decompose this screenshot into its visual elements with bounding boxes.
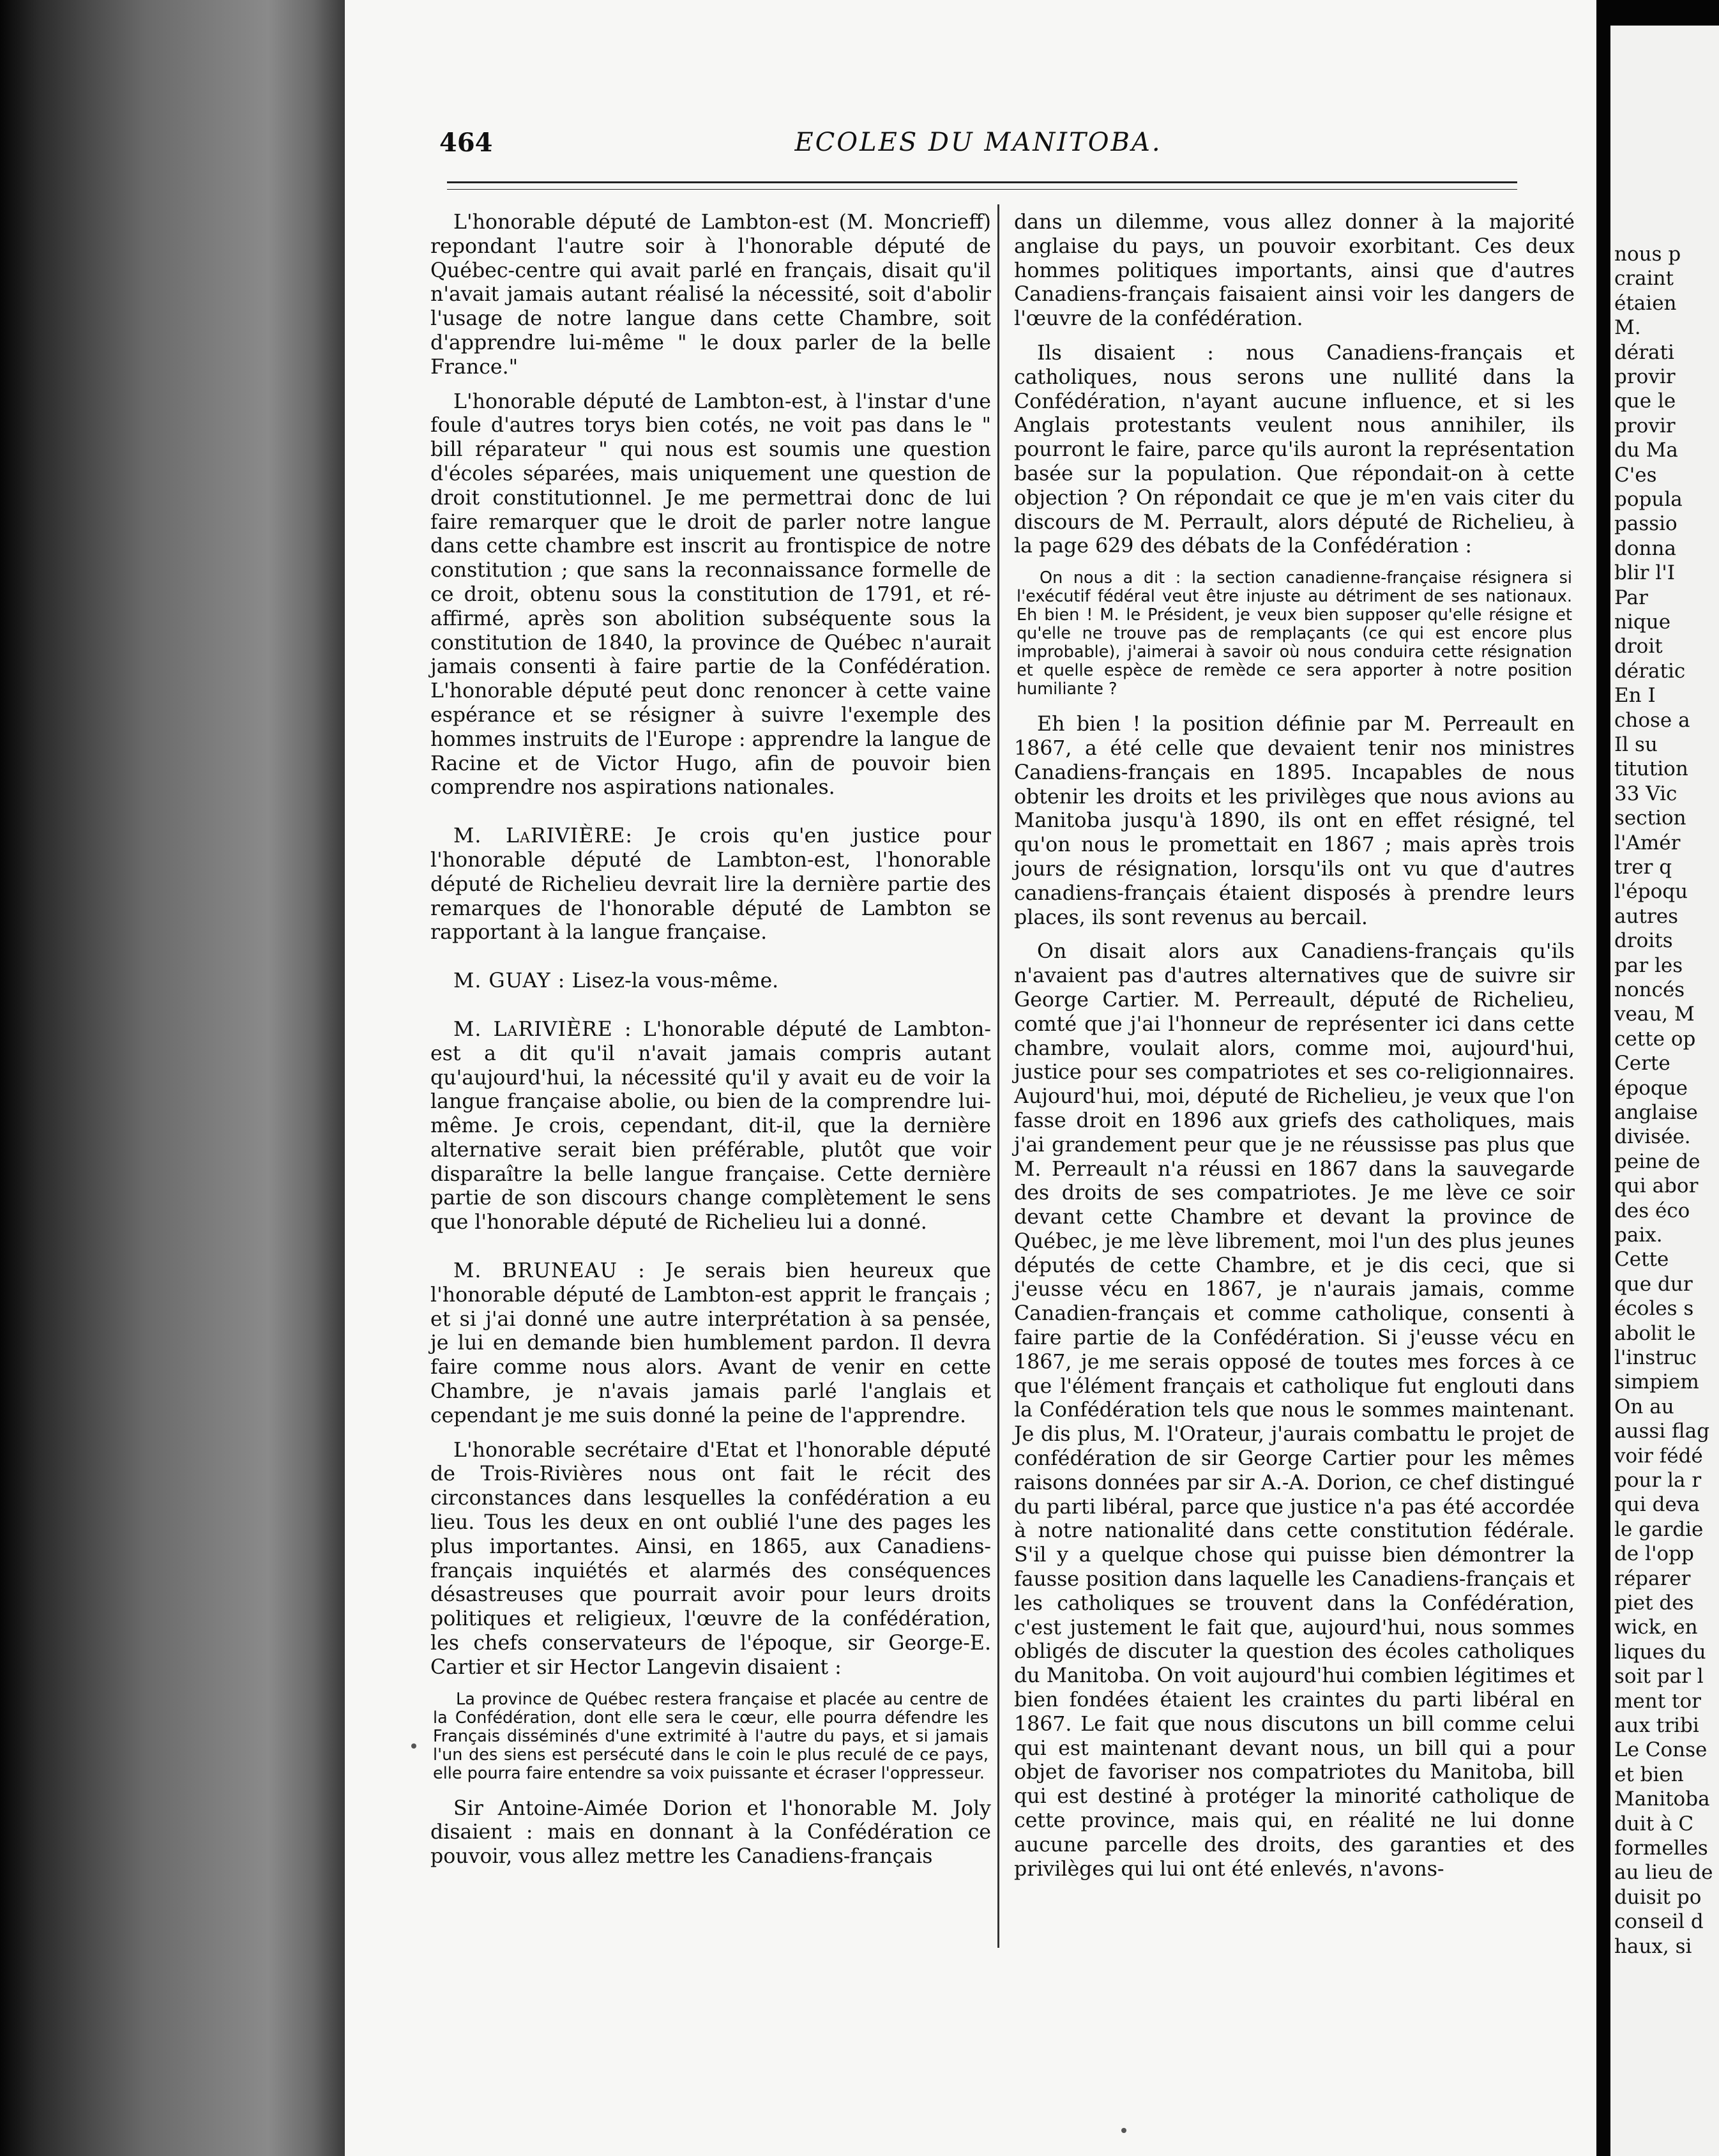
speech-text: Lisez-la vous-même.	[572, 969, 779, 993]
page-header	[439, 128, 1517, 166]
adjacent-text-fragment: chose a	[1614, 708, 1690, 732]
adjacent-text-fragment: paix.	[1614, 1224, 1663, 1247]
adjacent-text-fragment: époque	[1614, 1076, 1688, 1100]
adjacent-text-fragment: et bien	[1614, 1763, 1684, 1786]
speck	[411, 1743, 416, 1749]
adjacent-text-fragment: qui abor	[1614, 1174, 1699, 1198]
adjacent-text-fragment: Par	[1614, 586, 1648, 609]
adjacent-text-fragment: pour la r	[1614, 1469, 1702, 1492]
quote-text: La province de Québec restera française et placée au centre de la Confédération, dont elle sera le cœur, elle pourra défendre les Français disséminés d'une extrimité à l'autre du pays, et si jamais l'un des siens est persécuté dans le coin le plus reculé de ce pays, elle pourra faire entendre sa voix puissante et écraser l'oppresseur.	[433, 1689, 988, 1783]
adjacent-page-edge	[1596, 0, 1719, 2156]
adjacent-text-fragment: écoles s	[1614, 1297, 1694, 1321]
adjacent-text-fragment: piet des	[1614, 1591, 1694, 1614]
adjacent-text-fragment: On au	[1614, 1395, 1674, 1418]
adjacent-text-fragment: 33 Vic	[1614, 782, 1677, 805]
speech	[430, 824, 991, 945]
book-spine-shadow	[0, 0, 345, 2156]
speech-text: Je serais bien heureux que l'honorable député de Lambton-est apprit le français ; et si j'ai donné une autre interprétation à sa pensée, je lui en demande bien humblement pardon. Il devra faire comme nous alors. Avant de venir en cette Chambre, je n'avais jamais parlé l'anglais et cependant je me suis donné la peine de l'apprendre.	[430, 1259, 991, 1427]
page-number: 464	[439, 128, 493, 158]
right-column	[1014, 211, 1575, 1892]
adjacent-text-fragment: duit à C	[1614, 1812, 1694, 1835]
adjacent-text-fragment: droit	[1614, 635, 1663, 658]
speaker-name: M. GUAY :	[453, 969, 566, 993]
adjacent-text-fragment: Le Conse	[1614, 1738, 1708, 1762]
adjacent-text-fragment: autres	[1614, 904, 1678, 928]
paragraph: L'honorable député de Lambton-est, à l'instar d'une foule d'autres torys bien cotés, ne voit pas dans le " bill réparateur " qui nous est soumis une question d'écoles séparées, mais uniquement une question de droit constitutionnel. Je me permettrai donc de lui faire remarquer que le droit de parler notre langue dans cette chambre est inscrit au frontispice de notre constitution ; que sans la reconnaissance formelle de ce droit, obtenu sous la constitution de 1791, et ré-affirmé, après son abolition subséquente sous la constitution de 1840, la province de Québec n'aurait jamais consenti à faire partie de la Confédération. L'honorable député peut donc renoncer à cette vaine espérance et se résigner à suivre l'exemple des hommes instruits de l'Europe : apprendre la langue de Racine et de Victor Hugo, afin de pouvoir bien comprendre nos aspirations nationales.	[430, 390, 991, 800]
adjacent-text-fragment: aux tribi	[1614, 1714, 1699, 1737]
adjacent-text-fragment: donna	[1614, 536, 1676, 560]
adjacent-text-fragment: l'instruc	[1614, 1346, 1697, 1369]
adjacent-text-fragment: aussi flag	[1614, 1420, 1710, 1443]
adjacent-text-fragment: des éco	[1614, 1199, 1690, 1222]
adjacent-text-fragment: soit par l	[1614, 1665, 1704, 1689]
adjacent-text-fragment: le gardie	[1614, 1517, 1704, 1541]
block-quote	[1014, 569, 1575, 699]
header-rule-bottom	[447, 189, 1517, 190]
paragraph: On disait alors aux Canadiens-français qu'ils n'avaient pas d'autres alternatives que de suivre sir George Cartier. M. Perreault, député de Richelieu, comté que j'ai l'honneur de représenter ici dans cette chambre, voulait alors, comme moi, aujourd'hui, justice pour ses compatriotes et ses co-religionnaires. Aujourd'hui, moi, député de Richelieu, je veux que l'on fasse droit en 1896 aux griefs des catholiques, mais j'ai grandement peur que je ne réussisse pas plus que M. Perreault n'a réussi en 1867 dans la sauvegarde des droits de ses compatriotes. Je me lève ce soir devant cette Chambre et devant la province de Québec, je me lève librement, moi l'un des plus jeunes députés de cette Chambre, et je dis ceci, que si j'eusse vécu en 1867, je n'aurais jamais, comme Canadien-français et comme catholique, consenti à faire partie de la Confédération. Si j'eusse vécu en 1867, je me serais opposé de toutes mes forces à ce que l'élément français et catholique fut englouti dans la Confédération tels que nous le sommes maintenant. Je dis plus, M. l'Orateur, j'aurais combattu le projet de confédération de sir George Cartier pour les mêmes raisons données par sir A.-A. Dorion, ce chef distingué du parti libéral, parce que justice n'a pas été accordée à notre nationalité dans cette constitution fédérale. S'il y a quelque chose qui puisse bien démontrer la fausse position dans laquelle les Canadiens-français et les catholiques se trouvent dans la Confédération, c'est justement le fait que, aujourd'hui, nous sommes obligés de discuter la question des écoles catholiques du Manitoba. On voit aujourd'hui combien légitimes et bien fondées étaient les craintes du parti libéral en 1867. Le fait que nous discutons un bill comme celui qui est maintenant devant nous, un bill qui a pour objet de favoriser nos compatriotes du Manitoba, bill qui est destiné à protéger la minorité catholique de cette province, mais qui, en réalité ne lui donne aucune parcelle des droits, des garanties et des privilèges qui lui ont été enlevés, n'avons-	[1014, 940, 1575, 1881]
paragraph-continued: dans un dilemme, vous allez donner à la majorité anglaise du pays, un pouvoir exorbitant. Ces deux hommes politiques importants, ainsi que d'autres Canadiens-français faisaient ainsi voir les dangers de l'œuvre de la confédération.	[1014, 211, 1575, 331]
speck	[1121, 2128, 1126, 2133]
adjacent-text-fragment: réparer	[1614, 1567, 1691, 1590]
adjacent-text-fragment: haux, si	[1614, 1934, 1692, 1958]
paragraph: L'honorable député de Lambton-est (M. Moncrieff) repondant l'autre soir à l'honorable député de Québec-centre qui avait parlé en français, disait qu'il n'avait jamais autant réalisé la nécessité, soit d'abolir l'usage de notre langue dans cette Chambre, soit d'apprendre lui-même " le doux parler de la belle France."	[430, 211, 991, 379]
adjacent-text-fragment: formelles	[1614, 1837, 1708, 1860]
adjacent-text-fragment: dérati	[1614, 340, 1674, 364]
adjacent-text-fragment: passio	[1614, 512, 1677, 536]
adjacent-text-fragment: nique	[1614, 611, 1671, 634]
paragraph: Sir Antoine-Aimée Dorion et l'honorable M. Joly disaient : mais en donnant à la Confédération ce pouvoir, vous allez mettre les Canadiens-français	[430, 1796, 991, 1869]
speech-text: Je crois qu'en justice pour l'honorable député de Lambton-est, l'honorable député de Richelieu devrait lire la dernière partie des remarques de l'honorable député de Lambton se rapportant à la langue française.	[430, 824, 991, 945]
adjacent-text-fragment: droits	[1614, 929, 1673, 953]
block-quote	[430, 1690, 991, 1783]
adjacent-text-fragment: wick, en	[1614, 1616, 1698, 1639]
adjacent-text-fragment: peine de	[1614, 1150, 1700, 1173]
speaker-name: M. BRUNEAU :	[453, 1259, 646, 1283]
adjacent-text-fragment: par les	[1614, 953, 1683, 977]
adjacent-text-fragment: voir fédé	[1614, 1444, 1703, 1468]
adjacent-text-fragment: C'es	[1614, 463, 1657, 487]
adjacent-text-fragment: Cette	[1614, 1248, 1669, 1272]
paragraph: Eh bien ! la position définie par M. Perreault en 1867, a été celle que devaient tenir nos ministres Canadiens-français en 1895. Incapables de nous obtenir les droits et les privilèges que nous avions au Manitoba jusqu'à 1890, ils ont en effet résigné, tel qu'on nous le promettait en 1867 ; mais après trois jours de résignation, lorsqu'ils ont vu que d'autres canadiens-français étaient disposés à prendre leurs places, ils sont revenus au bercail.	[1014, 713, 1575, 929]
adjacent-text-fragment: M.	[1614, 316, 1641, 340]
adjacent-text-fragment: provir	[1614, 365, 1676, 388]
speaker-name: M. LaRIVIÈRE:	[453, 824, 633, 848]
adjacent-text-fragment: au lieu de	[1614, 1861, 1713, 1885]
paragraph: L'honorable secrétaire d'Etat et l'honorable député de Trois-Rivières nous ont fait le récit des circonstances dans lesquelles la confédération a eu lieu. Tous les deux en ont oublié l'une des pages les plus importantes. Ainsi, en 1865, aux Canadiens-français inquiétés et alarmés des conséquences désastreuses que pourrait avoir pour leurs droits politiques et religieux, l'œuvre de la confédération, les chefs conservateurs de l'époque, sir George-E. Cartier et sir Hector Langevin disaient :	[430, 1438, 991, 1679]
adjacent-text-fragment: du Ma	[1614, 439, 1678, 462]
adjacent-text-fragment: conseil d	[1614, 1910, 1704, 1934]
adjacent-text-fragment: de l'opp	[1614, 1542, 1694, 1566]
book-page	[345, 0, 1596, 2156]
adjacent-text-fragment: trer q	[1614, 856, 1672, 879]
paragraph: Ils disaient : nous Canadiens-français et catholiques, nous serons une nullité dans la Confédération, n'ayant aucune influence, et si les Anglais protestants veulent nous annihiler, ils pourront le faire, parce qu'ils auront la représentation basée sur la population. Que répondait-on à cette objection ? On répondait ce que je m'en vais citer du discours de M. Perrault, alors député de Richelieu, à la page 629 des débats de la Confédération :	[1014, 341, 1575, 558]
adjacent-text-fragment: popula	[1614, 488, 1683, 511]
adjacent-text-fragment: liques du	[1614, 1640, 1706, 1664]
adjacent-text-fragment: section	[1614, 807, 1686, 830]
adjacent-text-fragment: étaien	[1614, 291, 1677, 315]
adjacent-text-fragment: craint	[1614, 267, 1674, 291]
adjacent-text-fragment: En I	[1614, 684, 1656, 708]
adjacent-text-fragment: duisit po	[1614, 1885, 1702, 1909]
adjacent-page-text	[1610, 26, 1719, 2156]
speech	[430, 969, 991, 994]
adjacent-text-fragment: noncés	[1614, 978, 1685, 1001]
left-column	[430, 211, 991, 1879]
adjacent-text-fragment: blir l'I	[1614, 561, 1676, 585]
adjacent-text-fragment: abolit le	[1614, 1321, 1696, 1345]
speech	[430, 1018, 991, 1235]
adjacent-text-fragment: l'Amér	[1614, 831, 1681, 854]
adjacent-text-fragment: veau, M	[1614, 1003, 1695, 1026]
column-divider	[997, 204, 999, 1948]
header-rule-top	[447, 181, 1517, 183]
adjacent-text-fragment: Certe	[1614, 1052, 1670, 1075]
running-head: ECOLES DU MANITOBA.	[794, 128, 1162, 157]
adjacent-text-fragment: anglaise	[1614, 1101, 1698, 1124]
speech	[430, 1259, 991, 1429]
adjacent-text-fragment: dératic	[1614, 659, 1686, 683]
adjacent-text-fragment: nous p	[1614, 243, 1681, 266]
adjacent-text-fragment: simpiem	[1614, 1370, 1699, 1394]
adjacent-text-fragment: divisée.	[1614, 1125, 1691, 1149]
speech-text: L'honorable député de Lambton-est a dit qu'il n'avait jamais compris autant qu'aujourd'hui, la nécessité qu'il y avait eu de voir la langue française abolie, ou bien de la comprendre lui-même. Je crois, cependant, dit-il, que la dernière alternative serait bien préférable, plutôt que voir disparaître la belle langue française. Cette dernière partie de son discours change complètement le sens que l'honorable député de Richelieu lui a donné.	[430, 1017, 992, 1234]
adjacent-text-fragment: titution	[1614, 757, 1688, 781]
adjacent-text-fragment: provir	[1614, 414, 1676, 437]
adjacent-text-fragment: que le	[1614, 390, 1676, 413]
adjacent-text-fragment: que dur	[1614, 1272, 1693, 1296]
adjacent-text-fragment: Il su	[1614, 733, 1658, 756]
quote-text: On nous a dit : la section canadienne-française résignera si l'exécutif fédéral veut être injuste au détriment de ses nationaux. Eh bien ! M. le Président, je veux bien supposer qu'elle résigne et qu'elle ne trouve pas de remplaçants (ce qui est encore plus improbable), j'aimerai à savoir où nous conduira cette résignation et quelle espèce de remède ce sera apporter à notre position humiliante ?	[1017, 568, 1572, 699]
adjacent-text-fragment: l'époqu	[1614, 880, 1688, 904]
speaker-name: M. LaRIVIÈRE :	[453, 1017, 632, 1041]
adjacent-text-fragment: ment tor	[1614, 1689, 1701, 1713]
adjacent-text-fragment: qui deva	[1614, 1493, 1700, 1517]
adjacent-text-fragment: cette op	[1614, 1027, 1696, 1051]
adjacent-text-fragment: Manitoba	[1614, 1788, 1710, 1811]
